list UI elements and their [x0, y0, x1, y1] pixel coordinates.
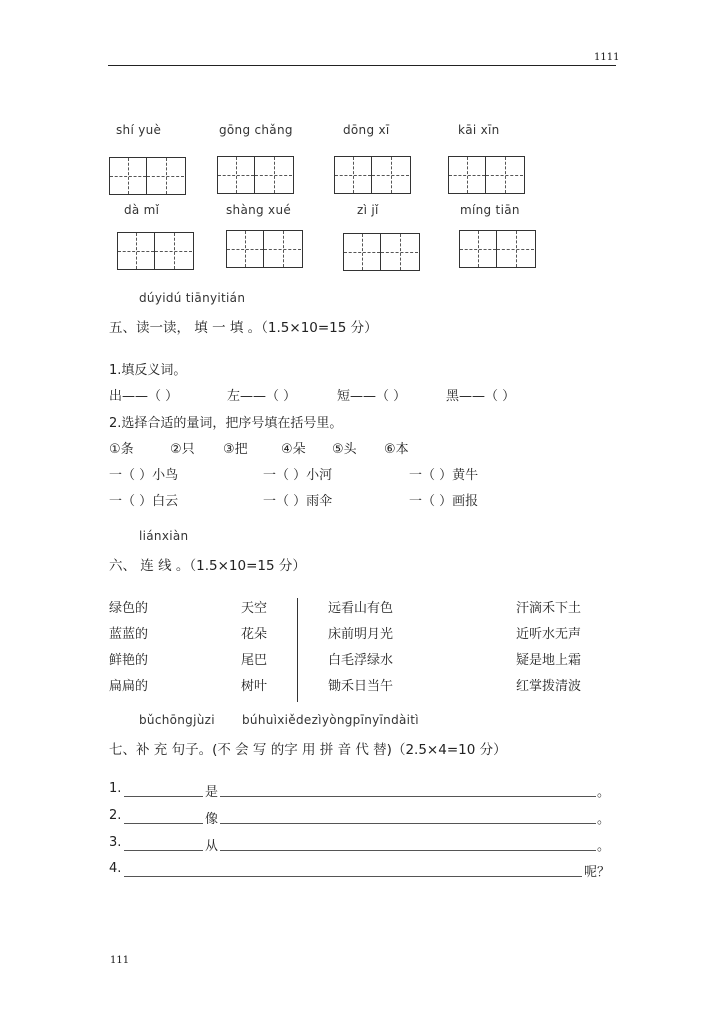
measure-word-option: ④朵	[281, 442, 306, 457]
section5-title: 五、读一读， 填 一 填 。（1.5×10=15 分）	[109, 320, 378, 336]
measure-word-option: ⑤头	[332, 442, 357, 457]
column-divider	[297, 598, 298, 702]
writing-box[interactable]	[226, 230, 303, 268]
match-item-poem-first[interactable]: 锄禾日当午	[328, 679, 394, 694]
writing-box[interactable]	[459, 230, 536, 268]
measure-word-blank[interactable]: 一（ ）小鸟	[109, 468, 179, 483]
sentence-end: 呢？	[584, 865, 611, 880]
q2-label: 2.选择合适的量词，把序号填在括号里。	[109, 416, 343, 431]
measure-word-blank[interactable]: 一（ ）雨伞	[263, 494, 333, 509]
measure-word-blank[interactable]: 一（ ）白云	[109, 494, 179, 509]
answer-blank[interactable]	[220, 796, 596, 797]
pinyin-label: shí yuè	[116, 123, 162, 137]
pinyin-label: dà mǐ	[124, 203, 160, 217]
antonym-blank[interactable]: 出——（ ）	[109, 389, 179, 404]
match-item-poem-second[interactable]: 近听水无声	[516, 627, 582, 642]
match-item-noun[interactable]: 花朵	[241, 627, 268, 642]
sentence-keyword: 从	[205, 839, 219, 854]
measure-word-option: ③把	[223, 442, 248, 457]
header-page-code: 1111	[594, 52, 620, 63]
match-item-poem-second[interactable]: 疑是地上霜	[516, 653, 582, 668]
answer-blank[interactable]	[220, 850, 596, 851]
q1-label: 1.填反义词。	[109, 363, 187, 378]
match-item-adjective[interactable]: 蓝蓝的	[109, 627, 149, 642]
match-item-poem-first[interactable]: 白毛浮绿水	[328, 653, 394, 668]
section6-title: 六、 连 线 。（1.5×10=15 分）	[109, 558, 306, 574]
section6-pinyin: liánxiàn	[139, 529, 189, 543]
match-item-adjective[interactable]: 绿色的	[109, 601, 149, 616]
section7-pinyin-b: búhuìxiědezìyòngpīnyīndàitì	[242, 713, 419, 727]
answer-blank[interactable]	[124, 823, 203, 824]
match-item-poem-second[interactable]: 红掌拨清波	[516, 679, 582, 694]
pinyin-label: zì jǐ	[357, 203, 379, 217]
answer-blank[interactable]	[124, 876, 582, 877]
measure-word-blank[interactable]: 一（ ）画报	[409, 494, 479, 509]
match-item-poem-first[interactable]: 床前明月光	[328, 627, 394, 642]
measure-word-blank[interactable]: 一（ ）小河	[263, 468, 333, 483]
sentence-end: 。	[597, 812, 611, 827]
section7-pinyin-a: bǔchōngjùzi	[139, 713, 215, 727]
sentence-end: 。	[597, 785, 611, 800]
sentence-number: 4.	[109, 861, 122, 876]
match-item-noun[interactable]: 树叶	[241, 679, 268, 694]
pinyin-label: gōng chǎng	[219, 123, 293, 137]
sentence-keyword: 是	[205, 785, 219, 800]
pinyin-label: shàng xué	[226, 203, 292, 217]
pinyin-label: kāi xīn	[458, 123, 500, 137]
writing-box[interactable]	[217, 156, 294, 194]
pinyin-label: dōng xī	[343, 123, 390, 137]
measure-word-option: ⑥本	[384, 442, 409, 457]
section5-pinyin: dúyidú tiānyitián	[139, 291, 246, 305]
section7-title: 七、补 充 句子。(不 会 写 的字 用 拼 音 代 替)（2.5×4=10 分）	[109, 742, 507, 758]
answer-blank[interactable]	[124, 796, 203, 797]
answer-blank[interactable]	[220, 823, 596, 824]
measure-word-option: ①条	[109, 442, 134, 457]
writing-box[interactable]	[334, 156, 411, 194]
header-rule	[108, 65, 616, 66]
sentence-number: 3.	[109, 835, 122, 850]
answer-blank[interactable]	[124, 850, 203, 851]
writing-box[interactable]	[109, 157, 186, 195]
antonym-blank[interactable]: 黑——（ ）	[446, 389, 516, 404]
match-item-adjective[interactable]: 扁扁的	[109, 679, 149, 694]
writing-box[interactable]	[448, 156, 525, 194]
sentence-keyword: 像	[205, 812, 219, 827]
match-item-poem-first[interactable]: 远看山有色	[328, 601, 394, 616]
match-item-noun[interactable]: 天空	[241, 601, 268, 616]
sentence-number: 2.	[109, 808, 122, 823]
writing-box[interactable]	[117, 232, 194, 270]
sentence-end: 。	[597, 839, 611, 854]
match-item-noun[interactable]: 尾巴	[241, 653, 268, 668]
footer-page-code: 111	[110, 955, 130, 966]
antonym-blank[interactable]: 左——（ ）	[227, 389, 297, 404]
measure-word-option: ②只	[170, 442, 195, 457]
match-item-adjective[interactable]: 鲜艳的	[109, 653, 149, 668]
match-item-poem-second[interactable]: 汗滴禾下土	[516, 601, 582, 616]
sentence-number: 1.	[109, 781, 122, 796]
measure-word-blank[interactable]: 一（ ）黄牛	[409, 468, 479, 483]
antonym-blank[interactable]: 短——（ ）	[337, 389, 407, 404]
pinyin-label: míng tiān	[460, 203, 520, 217]
writing-box[interactable]	[343, 233, 420, 271]
